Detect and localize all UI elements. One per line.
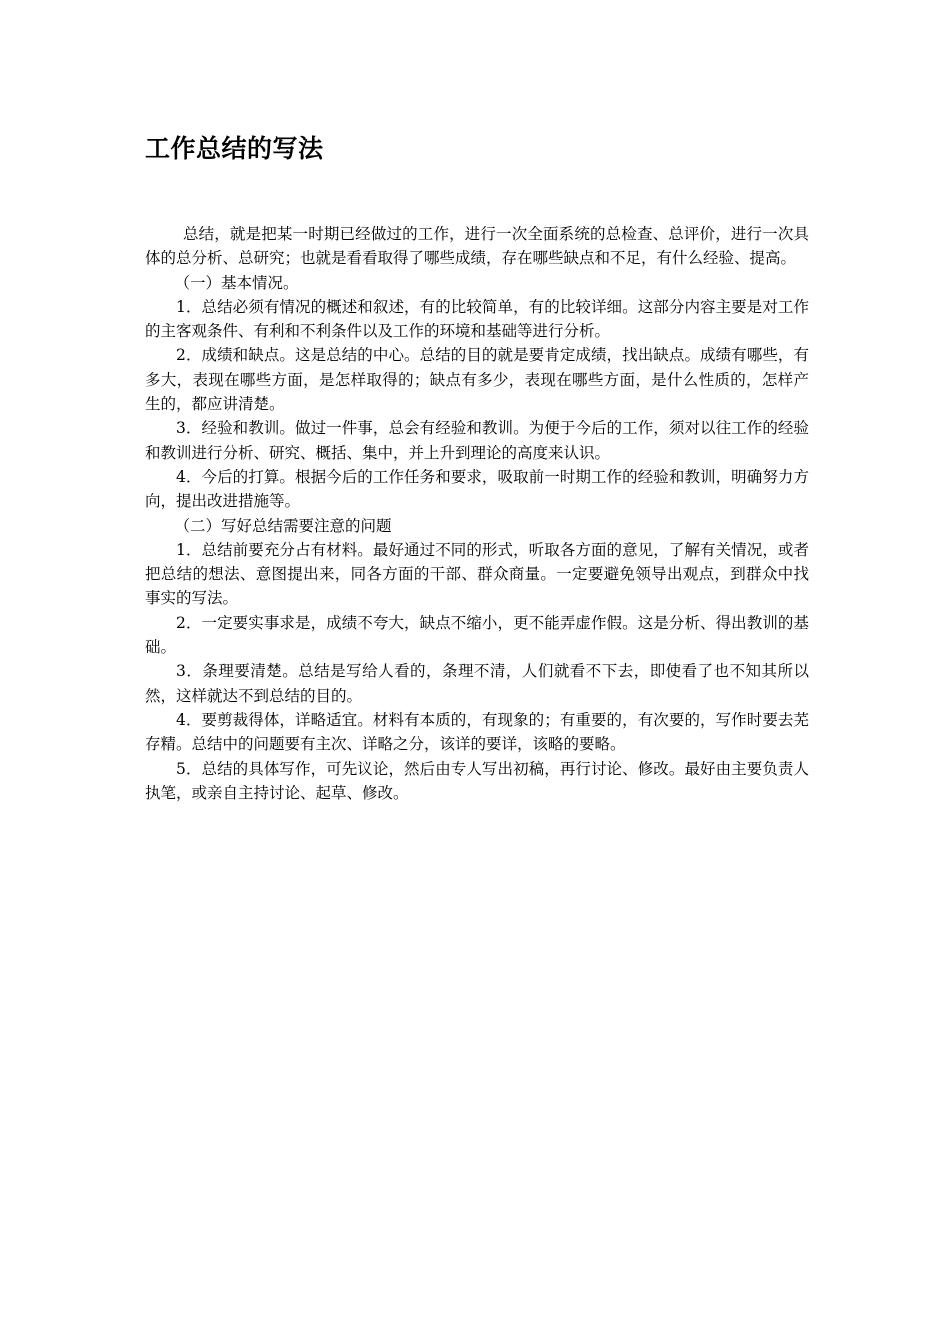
paragraph-item-3: 3．经验和教训。做过一件事，总会有经验和教训。为便于今后的工作，须对以往工作的经验和教训进行分析、研究、概括、集中，并上升到理论的高度来认识。 xyxy=(145,419,809,462)
intro-paragraph: 总结，就是把某一时期已经做过的工作，进行一次全面系统的总检查、总评价，进行一次具体的总分析、总研究；也就是看看取得了哪些成绩，存在哪些缺点和不足，有什么经验、提高。 xyxy=(145,225,809,268)
document-body xyxy=(145,222,809,805)
paragraph-note-2: 2．一定要实事求是，成绩不夸大，缺点不缩小，更不能弄虚作假。这是分析、得出教训的基础。 xyxy=(145,613,809,657)
paragraph-item-1: 1．总结必须有情况的概述和叙述，有的比较简单，有的比较详细。这部分内容主要是对工作的主客观条件、有利和不利条件以及工作的环境和基础等进行分析。 xyxy=(145,297,809,341)
section-heading-writing-notes: （二）写好总结需要注意的问题 xyxy=(174,516,392,535)
paragraph-note-1: 1．总结前要充分占有材料。最好通过不同的形式，听取各方面的意见，了解有关情况，或者把总结的想法、意图提出来，同各方面的干部、群众商量。一定要避免领导出观点，到群众中找事实的写法。 xyxy=(145,540,809,608)
paragraph-note-4: 4．要剪裁得体，详略适宜。材料有本质的，有现象的；有重要的，有次要的，写作时要去芜存精。总结中的问题要有主次、详略之分，该详的要详，该略的要略。 xyxy=(145,710,809,754)
paragraph-note-5: 5．总结的具体写作，可先议论，然后由专人写出初稿，再行讨论、修改。最好由主要负责人执笔，或亲自主持讨论、起草、修改。 xyxy=(145,759,809,802)
paragraph-item-2: 2．成绩和缺点。这是总结的中心。总结的目的就是要肯定成绩，找出缺点。成绩有哪些，有多大，表现在哪些方面，是怎样取得的；缺点有多少，表现在哪些方面，是什么性质的，怎样产生的，都应讲清楚。 xyxy=(145,346,809,414)
document-title: 工作总结的写法 xyxy=(145,134,324,163)
paragraph-item-4: 4．今后的打算。根据今后的工作任务和要求，吸取前一时期工作的经验和教训，明确努力方向，提出改进措施等。 xyxy=(145,467,809,511)
paragraph-note-3: 3．条理要清楚。总结是写给人看的，条理不清，人们就看不下去，即使看了也不知其所以然，这样就达不到总结的目的。 xyxy=(145,662,809,705)
section-heading-basic-situation: （一）基本情况。 xyxy=(174,273,299,292)
